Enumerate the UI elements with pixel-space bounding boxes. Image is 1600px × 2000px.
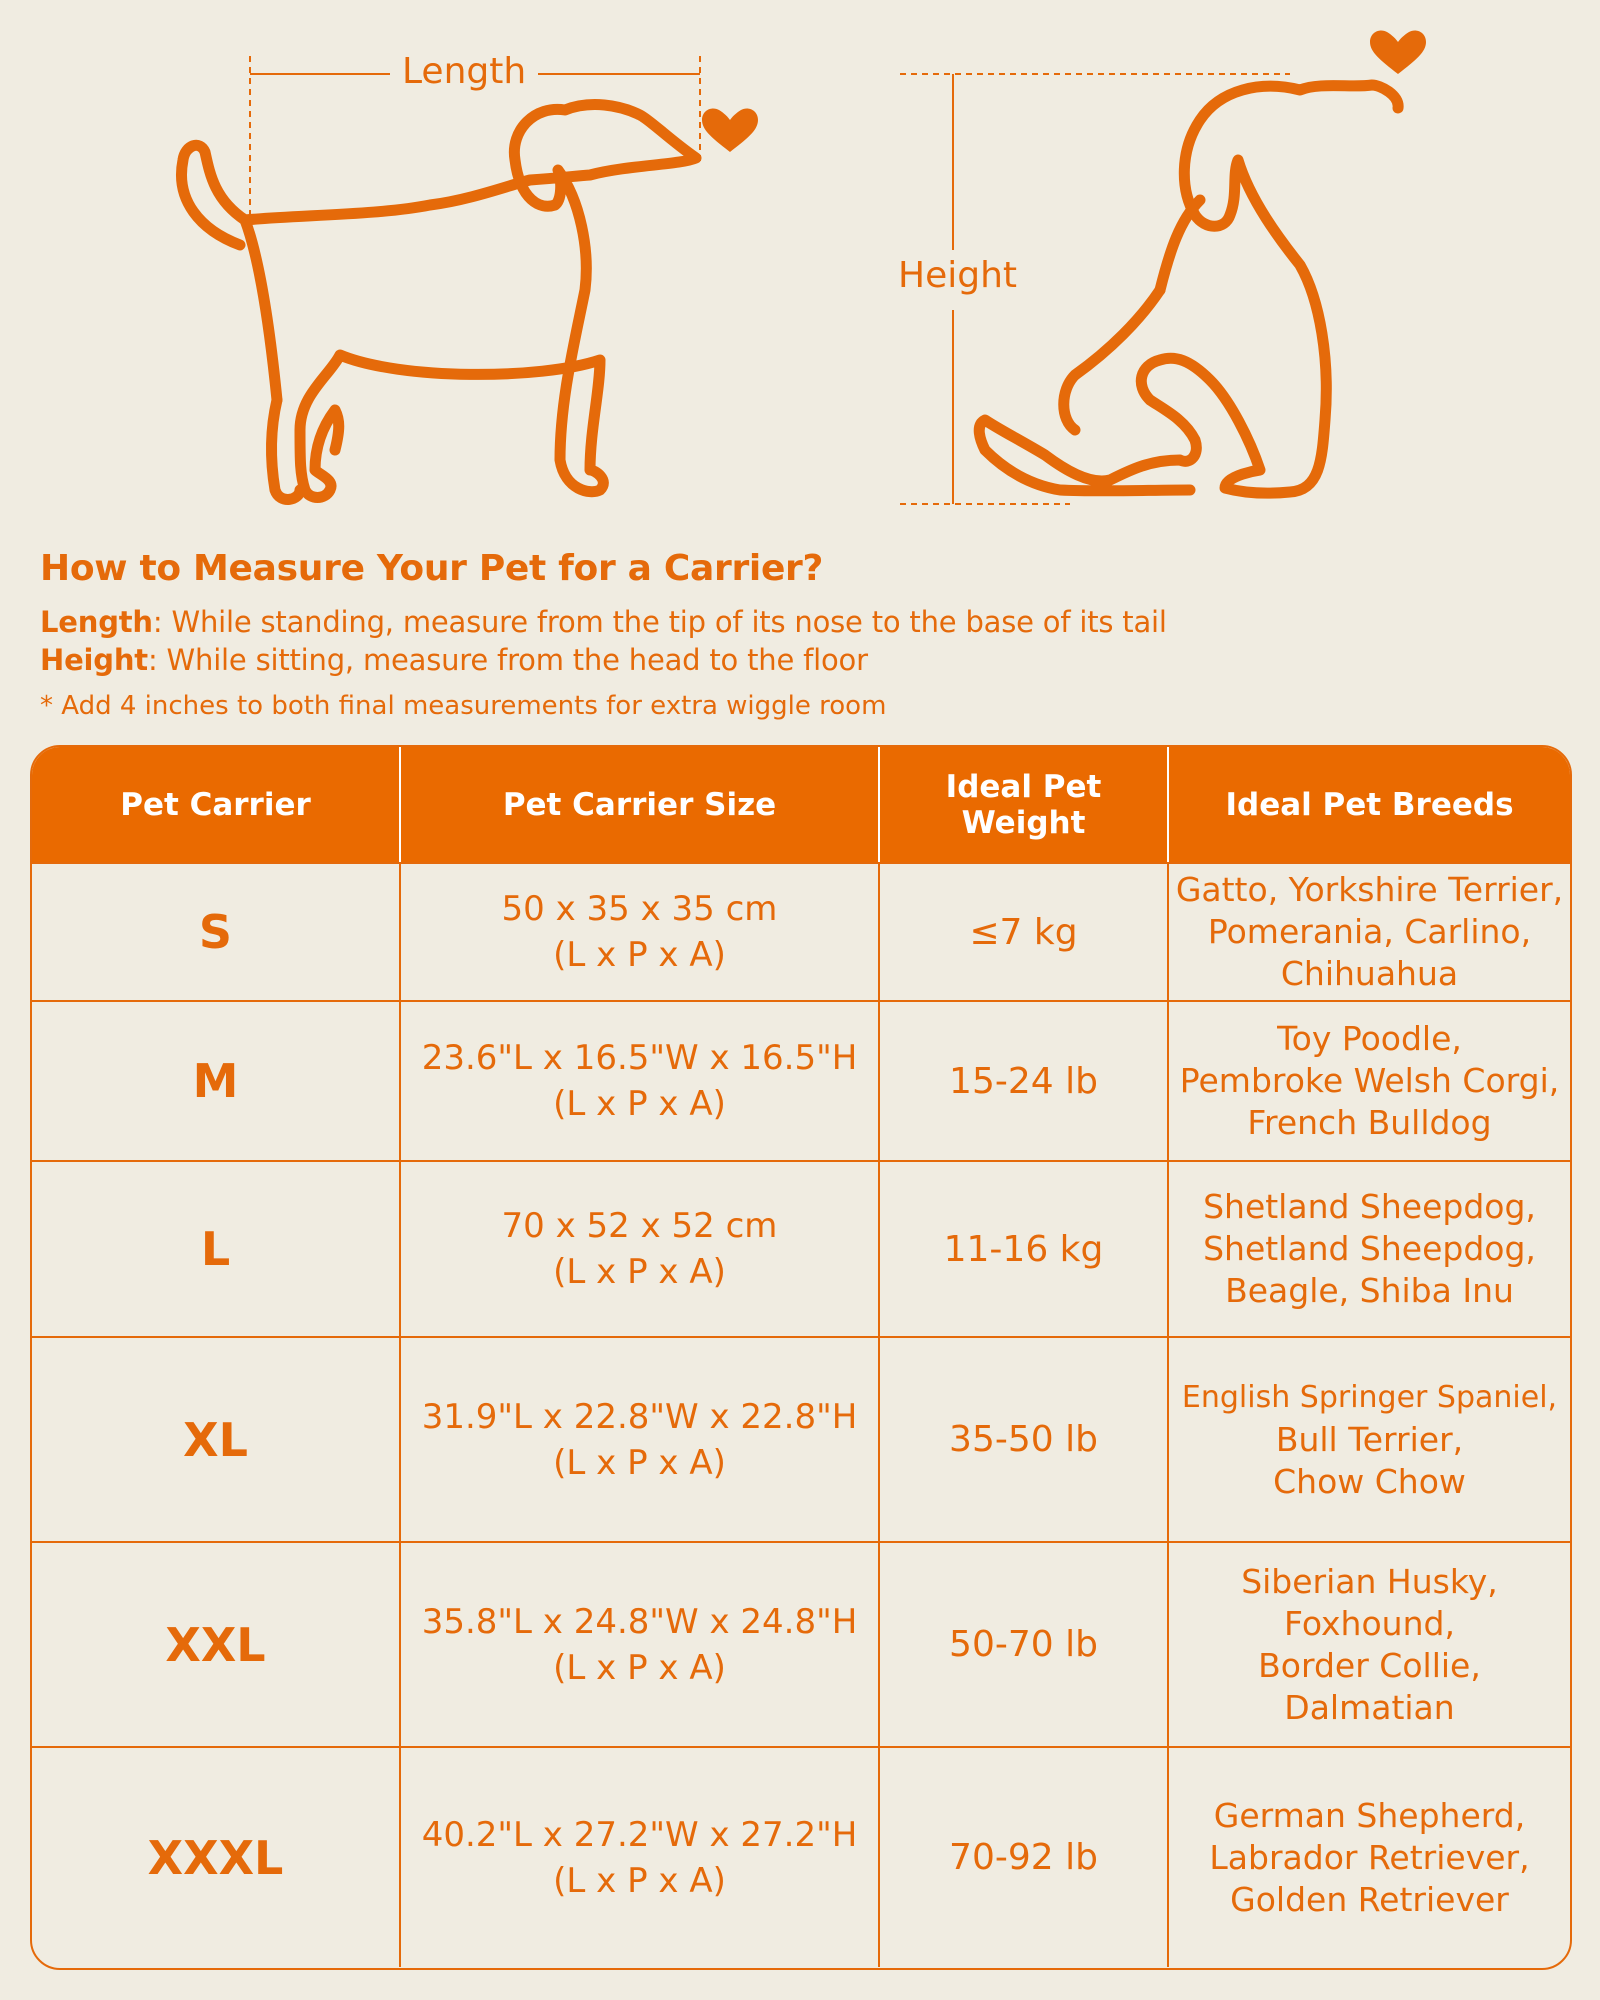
table-row [32,862,1570,1000]
breed-line: Pembroke Welsh Corgi, [1179,1061,1560,1100]
dims-value: 50 x 35 x 35 cm [501,889,778,929]
dims-axes: (L x P x A) [553,1442,726,1483]
table-row [32,1160,1570,1336]
length-instruction [40,605,1540,639]
breed-line: Shetland Sheepdog, [1203,1229,1536,1268]
dims-cell [401,1002,880,1160]
breed-line: Golden Retriever [1230,1879,1509,1919]
heart-icon [1370,30,1426,74]
weight-cell: 11-16 kg [880,1162,1169,1336]
size-cell: XXL [32,1543,401,1746]
height-term: Height [40,643,148,677]
breed-line: English Springer Spaniel, [1181,1379,1558,1415]
height-label: Height [888,258,1027,294]
table-row [32,1541,1570,1746]
wiggle-room-note: * Add 4 inches to both final measurements for extra wiggle room [40,691,887,721]
breeds-cell [1169,864,1570,1000]
header-pet-weight: Ideal Pet Weight [880,747,1169,862]
breeds-cell [1169,1543,1570,1746]
size-cell: XXXL [32,1748,401,1967]
breed-line: Beagle, Shiba Inu [1225,1271,1514,1310]
breed-line: Chihuahua [1280,954,1459,993]
size-cell: L [32,1162,401,1336]
dims-cell [401,864,880,1000]
breed-line: French Bulldog [1247,1103,1492,1142]
illustration-canvas [0,0,1600,540]
length-term: Length [40,605,153,639]
dims-cell [401,1338,880,1541]
breed-line: Chow Chow [1273,1461,1466,1501]
breed-line: Bull Terrier, [1275,1419,1464,1459]
length-label: Length [392,54,536,90]
breeds-cell [1169,1002,1570,1160]
size-cell: S [32,864,401,1000]
dims-cell [401,1162,880,1336]
size-cell: XL [32,1338,401,1541]
standing-dog-icon [182,105,696,500]
length-text: : While standing, measure from the tip of its nose to the base of its tail [152,605,1167,639]
header-pet-breeds: Ideal Pet Breeds [1225,786,1514,823]
guide-title: How to Measure Your Pet for a Carrier? [40,548,824,589]
breeds-cell [1169,1338,1570,1541]
breed-line: Gatto, Yorkshire Terrier, [1175,870,1564,909]
table-header-row [32,747,1570,862]
dims-axes: (L x P x A) [553,1252,726,1292]
breed-line: Dalmatian [1284,1687,1455,1727]
sitting-dog-icon [979,85,1398,493]
weight-cell: 70-92 lb [880,1748,1169,1967]
breed-line: Shetland Sheepdog, [1203,1187,1536,1226]
size-table [30,745,1572,1970]
weight-cell: ≤7 kg [880,864,1169,1000]
weight-cell: 35-50 lb [880,1338,1169,1541]
breed-line: Pomerania, Carlino, [1207,912,1532,951]
weight-cell: 50-70 lb [880,1543,1169,1746]
dims-axes: (L x P x A) [553,1084,726,1124]
measure-guide [40,548,1540,721]
table-row [32,1000,1570,1160]
header-carrier-size: Pet Carrier Size [401,747,880,862]
table-body [32,862,1570,1967]
table-row [32,1746,1570,1967]
dims-value: 31.9"L x 22.8"W x 22.8"H [421,1396,858,1437]
breed-line: Border Collie, [1258,1645,1481,1685]
dims-value: 70 x 52 x 52 cm [501,1206,778,1246]
table-row [32,1336,1570,1541]
height-instruction [40,643,1540,677]
dims-axes: (L x P x A) [553,935,726,975]
dims-axes: (L x P x A) [553,1647,726,1688]
dims-cell [401,1748,880,1967]
height-text: : While sitting, measure from the head to the floor [147,643,868,677]
breed-line: German Shepherd, [1213,1795,1526,1835]
breed-line: Foxhound, [1284,1603,1455,1643]
breed-line: Toy Poodle, [1277,1019,1462,1058]
breed-line: Labrador Retriever, [1209,1837,1530,1877]
dims-axes: (L x P x A) [553,1860,726,1901]
heart-icon [702,108,758,152]
breeds-cell [1169,1748,1570,1967]
measurement-illustrations [0,0,1600,540]
dims-value: 35.8"L x 24.8"W x 24.8"H [421,1601,858,1642]
size-cell: M [32,1002,401,1160]
dims-cell [401,1543,880,1746]
dims-value: 23.6"L x 16.5"W x 16.5"H [421,1038,858,1078]
header-pet-carrier: Pet Carrier [32,747,401,862]
weight-cell: 15-24 lb [880,1002,1169,1160]
breed-line: Siberian Husky, [1241,1561,1498,1601]
breeds-cell [1169,1162,1570,1336]
dims-value: 40.2"L x 27.2"W x 27.2"H [421,1814,858,1855]
